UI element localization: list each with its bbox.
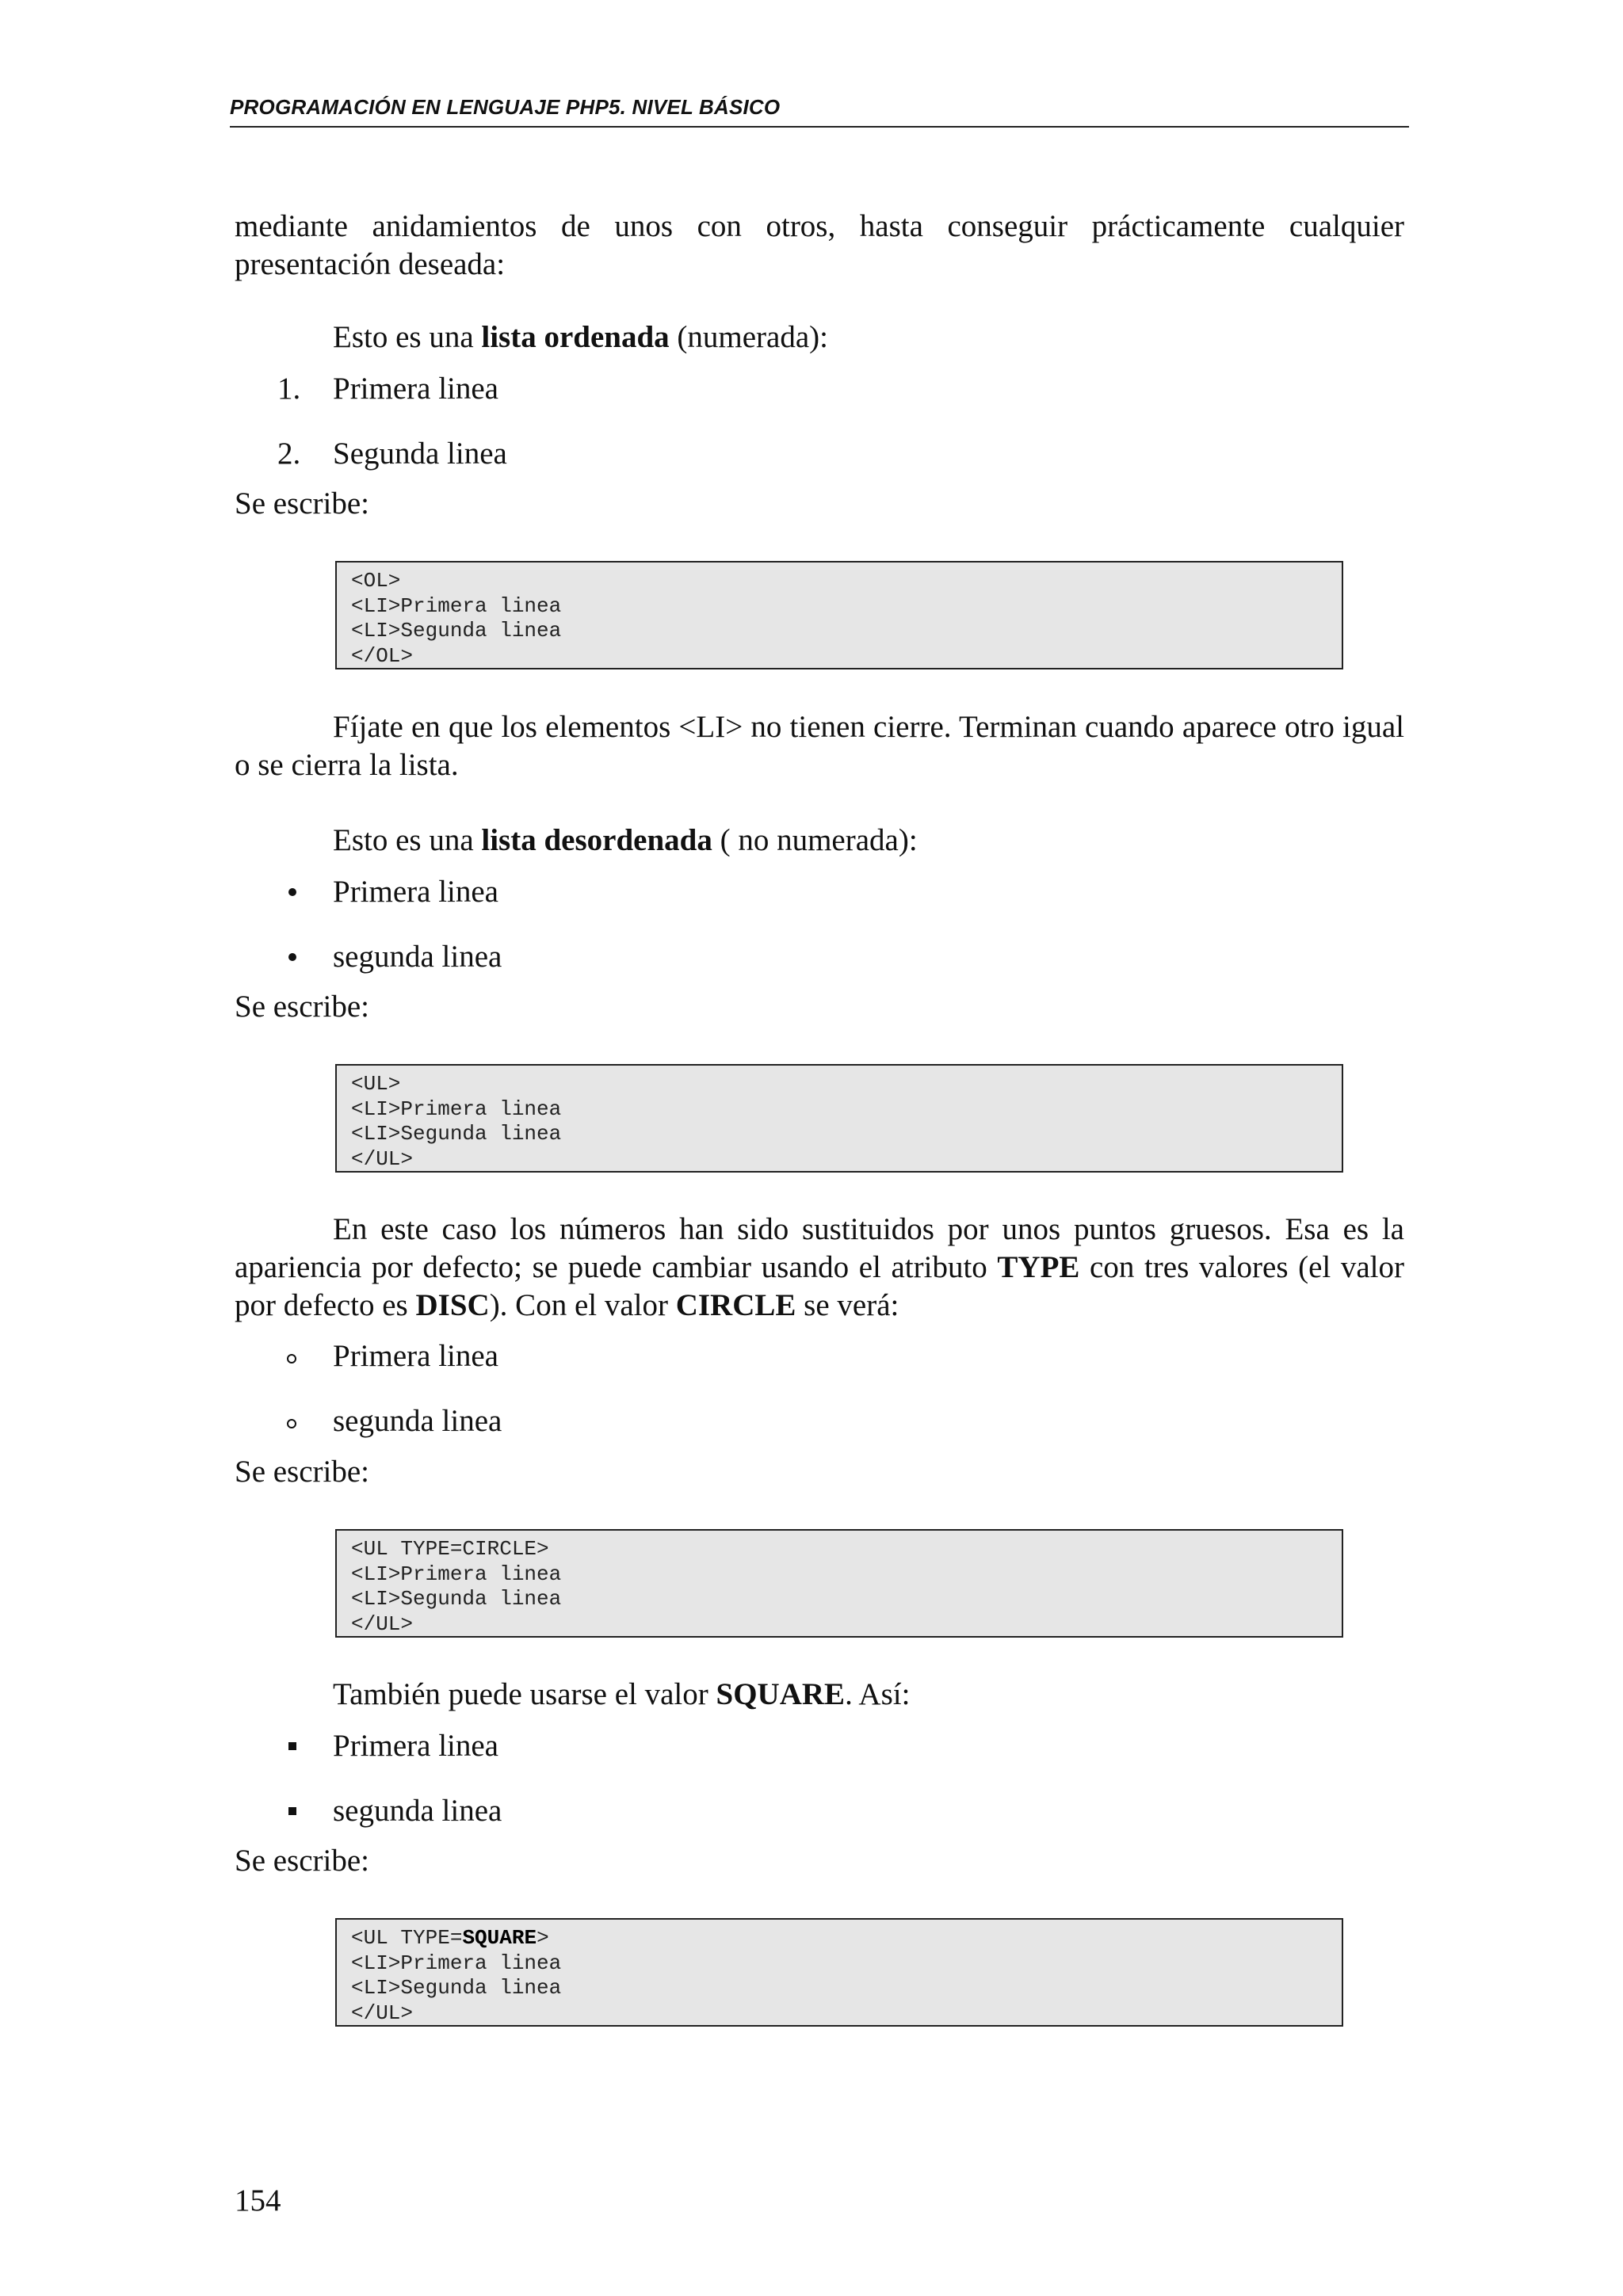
- list-item-label: Segunda linea: [333, 437, 507, 471]
- code-line: <UL TYPE=CIRCLE>: [351, 1537, 549, 1561]
- ordered-list-lead: Esto es una lista ordenada (numerada):: [333, 320, 828, 354]
- list-number: 2.: [277, 437, 301, 471]
- square-list-lead: También puede usarse el valor SQUARE. Así:: [333, 1677, 911, 1711]
- square-list-item: [277, 1792, 502, 1830]
- circle-bullet-icon: [287, 1419, 296, 1428]
- code-block-ol: [335, 561, 1343, 669]
- code-line: <LI>Segunda linea: [351, 1976, 562, 2000]
- disc-bullet-icon: [288, 888, 296, 896]
- code-line: <LI>Segunda linea: [351, 619, 562, 643]
- se-escribe-label: Se escribe:: [235, 1455, 370, 1489]
- ordered-list-item: [277, 435, 507, 473]
- code-block-ul-circle: [335, 1529, 1343, 1638]
- list-item-label: segunda linea: [333, 1404, 502, 1438]
- circle-bullet-icon: [287, 1354, 296, 1363]
- code-line: <OL>: [351, 569, 401, 593]
- code-block-ul: [335, 1064, 1343, 1173]
- code-line: <LI>Primera linea: [351, 1951, 562, 1975]
- list-item-label: Primera linea: [333, 372, 498, 406]
- list-item-label: Primera linea: [333, 875, 498, 909]
- li-note-paragraph: Fíjate en que los elementos <LI> no tienen cierre. Terminan cuando aparece otro igual o se cierra la lista.: [235, 710, 1404, 782]
- unordered-list-item: [277, 873, 498, 911]
- code-line: </OL>: [351, 643, 414, 668]
- se-escribe-label: Se escribe:: [235, 486, 370, 521]
- circle-list-item: [277, 1337, 498, 1375]
- unordered-list-lead: Esto es una lista desordenada ( no numerada):: [333, 823, 918, 857]
- type-attribute-paragraph: En este caso los números han sido sustituidos por unos puntos gruesos. Esa es la apariencia por defecto; se puede cambiar usando el atributo TYPE con tres valores (el valor por defecto es DISC). Con el valor CIRCLE se verá:: [235, 1212, 1404, 1322]
- code-line: </UL>: [351, 2000, 414, 2025]
- square-list-item: [277, 1727, 498, 1765]
- square-bullet-icon: [288, 1807, 296, 1815]
- list-item-label: Primera linea: [333, 1729, 498, 1763]
- running-header: PROGRAMACIÓN EN LENGUAJE PHP5. NIVEL BÁSICO: [230, 95, 781, 119]
- ordered-list-item: [277, 370, 498, 408]
- list-number: 1.: [277, 372, 301, 406]
- code-line: <UL TYPE=SQUARE>: [351, 1926, 549, 1950]
- square-bullet-icon: [288, 1742, 296, 1750]
- se-escribe-label: Se escribe:: [235, 990, 370, 1024]
- code-line: <LI>Primera linea: [351, 593, 562, 618]
- code-line: </UL>: [351, 1611, 414, 1636]
- disc-bullet-icon: [288, 953, 296, 961]
- list-item-label: Primera linea: [333, 1339, 498, 1373]
- header-rule: [230, 126, 1409, 128]
- intro-paragraph: mediante anidamientos de unos con otros, hasta conseguir prácticamente cualquier presentación deseada:: [235, 209, 1404, 281]
- code-line: <LI>Primera linea: [351, 1562, 562, 1586]
- code-line: </UL>: [351, 1146, 414, 1171]
- code-line: <LI>Segunda linea: [351, 1122, 562, 1146]
- list-item-label: segunda linea: [333, 940, 502, 974]
- code-line: <LI>Segunda linea: [351, 1587, 562, 1611]
- circle-list-item: [277, 1402, 502, 1440]
- list-item-label: segunda linea: [333, 1794, 502, 1828]
- unordered-list-item: [277, 938, 502, 976]
- code-line: <LI>Primera linea: [351, 1097, 562, 1121]
- code-line: <UL>: [351, 1072, 401, 1096]
- se-escribe-label: Se escribe:: [235, 1844, 370, 1878]
- code-block-ul-square: [335, 1918, 1343, 2027]
- page-number: 154: [235, 2183, 281, 2218]
